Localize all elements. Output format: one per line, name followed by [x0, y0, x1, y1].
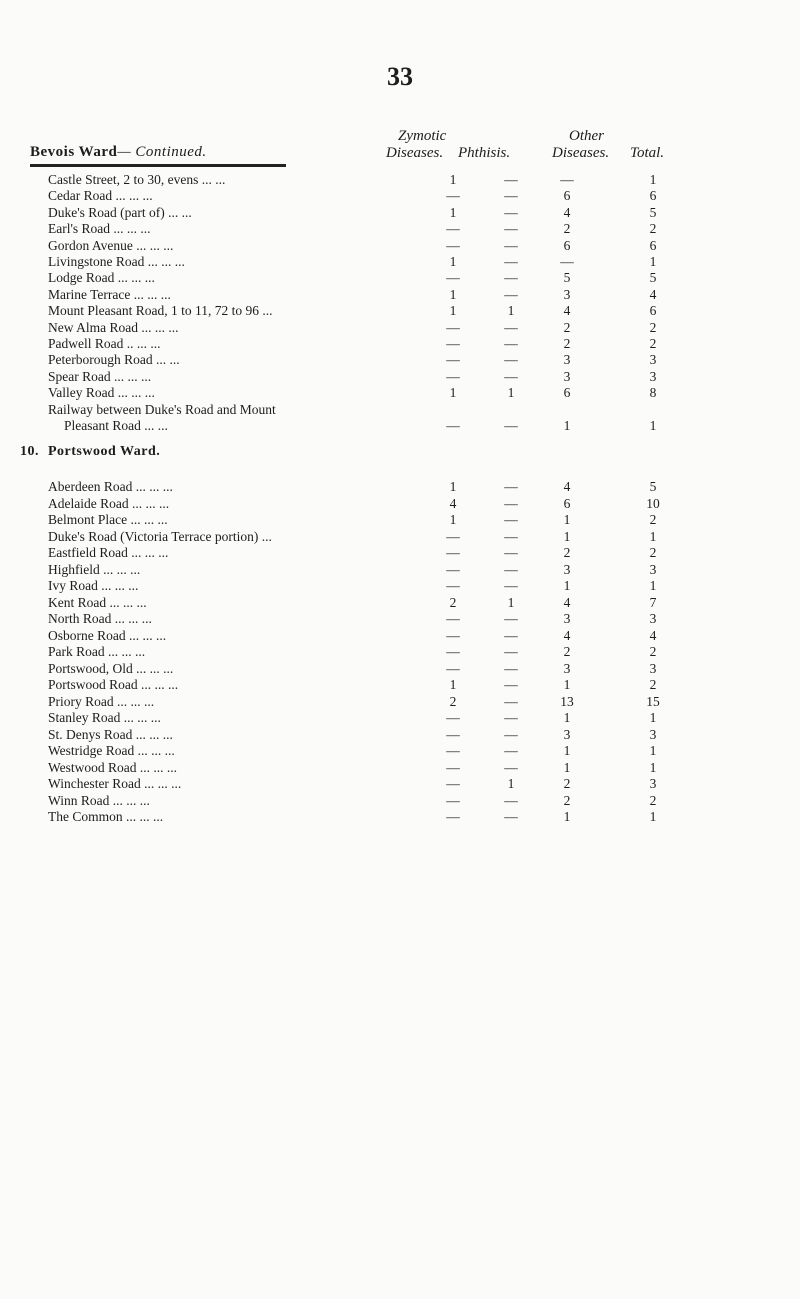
- other-header-top: Other: [569, 128, 604, 144]
- cell-other: 6: [563, 495, 571, 511]
- row-label: North Road ... ... ...: [48, 611, 152, 626]
- cell-total: 6: [649, 303, 657, 319]
- cell-total: 1: [649, 743, 657, 758]
- row-label: Duke's Road (part of) ... ...: [48, 204, 192, 220]
- row-label: Padwell Road .. ... ...: [48, 336, 161, 351]
- cell-other: 6: [563, 237, 571, 253]
- cell-zymotic: —: [446, 809, 460, 824]
- cell-phthisis: —: [504, 759, 518, 775]
- cell-zymotic: 1: [449, 479, 457, 494]
- table-row: [0, 352, 800, 368]
- table-row: [0, 809, 800, 825]
- row-label: Portswood Road ... ... ...: [48, 677, 179, 692]
- cell-total: 6: [649, 237, 657, 253]
- cell-phthisis: —: [504, 545, 518, 560]
- table-row: [0, 644, 800, 660]
- cell-total: 2: [649, 319, 657, 335]
- row-label: Aberdeen Road ... ... ...: [48, 479, 173, 494]
- row-label: Westridge Road ... ... ...: [48, 743, 175, 758]
- cell-zymotic: —: [446, 368, 460, 384]
- cell-other: 3: [563, 561, 571, 577]
- row-label: New Alma Road ... ... ...: [48, 319, 179, 335]
- zymotic-header-bottom: Diseases.: [386, 145, 444, 161]
- cell-other: 1: [563, 528, 571, 544]
- cell-phthisis: —: [504, 710, 518, 725]
- cell-phthisis: —: [504, 792, 518, 808]
- cell-zymotic: 1: [449, 204, 457, 220]
- cell-total: 6: [649, 188, 657, 204]
- row-label: Highfield ... ... ...: [48, 561, 141, 577]
- cell-total: 3: [649, 368, 657, 384]
- cell-total: 3: [649, 561, 657, 577]
- cell-zymotic: —: [446, 578, 460, 593]
- cell-total: 3: [649, 660, 657, 676]
- table-row: [0, 303, 800, 319]
- cell-zymotic: 1: [449, 172, 457, 187]
- cell-total: 2: [649, 512, 657, 527]
- cell-other: 13: [560, 693, 574, 709]
- table-row: [0, 479, 800, 495]
- row-label: Peterborough Road ... ...: [48, 352, 180, 368]
- cell-zymotic: —: [446, 776, 460, 791]
- table-row: [0, 677, 800, 693]
- cell-phthisis: —: [504, 726, 518, 742]
- row-label: Castle Street, 2 to 30, evens ... ...: [48, 172, 226, 187]
- cell-other: 3: [563, 660, 571, 676]
- cell-zymotic: —: [446, 221, 460, 237]
- cell-total: 5: [649, 270, 657, 286]
- cell-other: 1: [563, 759, 571, 775]
- cell-zymotic: —: [446, 188, 460, 204]
- cell-zymotic: 1: [449, 512, 457, 527]
- cell-total: 1: [649, 172, 657, 187]
- cell-zymotic: —: [446, 743, 460, 758]
- table-row: [0, 238, 800, 254]
- cell-total: 3: [649, 352, 657, 368]
- section-number: 10.: [20, 444, 39, 459]
- other-header-bottom: Diseases.: [552, 145, 610, 161]
- phthisis-header: Phthisis.: [458, 145, 511, 161]
- row-label: Osborne Road ... ... ...: [48, 627, 167, 643]
- row-label: Duke's Road (Victoria Terrace portion) ...: [48, 528, 272, 544]
- cell-total: 1: [649, 809, 657, 824]
- row-label: Livingstone Road ... ... ...: [48, 254, 185, 269]
- row-label: Portswood, Old ... ... ...: [48, 660, 174, 676]
- table-row: [0, 385, 800, 401]
- cell-zymotic: —: [446, 710, 460, 725]
- row-label: Cedar Road ... ... ...: [48, 188, 153, 204]
- table-row: [0, 611, 800, 627]
- cell-other: 1: [563, 418, 571, 433]
- cell-zymotic: —: [446, 352, 460, 368]
- cell-zymotic: 2: [449, 693, 457, 709]
- row-label: The Common ... ... ...: [48, 809, 164, 824]
- cell-total: 3: [649, 776, 657, 791]
- cell-other: 3: [563, 286, 571, 302]
- page-number: 33: [387, 62, 413, 91]
- cell-phthisis: 1: [507, 303, 515, 319]
- cell-phthisis: —: [504, 677, 518, 692]
- railway-label-line2: Pleasant Road ... ...: [64, 418, 168, 433]
- table-row: [0, 336, 800, 352]
- railway-row-cont: [0, 418, 800, 434]
- cell-total: 4: [649, 286, 657, 302]
- railway-row: [0, 402, 800, 418]
- cell-other: 4: [563, 594, 571, 610]
- cell-other: —: [560, 254, 574, 269]
- cell-zymotic: —: [446, 270, 460, 286]
- cell-zymotic: —: [446, 336, 460, 351]
- cell-total: 3: [649, 611, 657, 626]
- table-row: [0, 496, 800, 512]
- cell-other: 2: [563, 545, 571, 560]
- cell-phthisis: —: [504, 221, 518, 237]
- cell-other: 3: [563, 352, 571, 368]
- cell-phthisis: —: [504, 204, 518, 220]
- cell-other: 2: [563, 644, 571, 659]
- table-row: [0, 760, 800, 776]
- cell-phthisis: —: [504, 319, 518, 335]
- cell-total: 1: [649, 710, 657, 725]
- cell-total: 15: [646, 693, 660, 709]
- row-label: Park Road ... ... ...: [48, 644, 146, 659]
- table-row: [0, 562, 800, 578]
- cell-zymotic: —: [446, 792, 460, 808]
- cell-phthisis: —: [504, 286, 518, 302]
- cell-zymotic: —: [446, 545, 460, 560]
- cell-zymotic: 1: [449, 286, 457, 302]
- cell-zymotic: —: [446, 726, 460, 742]
- cell-total: 7: [649, 594, 657, 610]
- cell-phthisis: —: [504, 270, 518, 286]
- cell-phthisis: —: [504, 512, 518, 527]
- row-label: Lodge Road ... ... ...: [48, 270, 155, 286]
- row-label: Marine Terrace ... ... ...: [48, 286, 171, 302]
- cell-zymotic: —: [446, 319, 460, 335]
- cell-phthisis: —: [504, 528, 518, 544]
- table-row: [0, 710, 800, 726]
- cell-phthisis: —: [504, 368, 518, 384]
- cell-other: 2: [563, 336, 571, 351]
- heading-rule: [30, 164, 286, 167]
- cell-total: 2: [649, 792, 657, 808]
- cell-phthisis: —: [504, 660, 518, 676]
- row-label: Valley Road ... ... ...: [48, 385, 155, 401]
- cell-phthisis: —: [504, 495, 518, 511]
- cell-other: 3: [563, 368, 571, 384]
- row-label: Spear Road ... ... ...: [48, 368, 152, 384]
- cell-other: 1: [563, 743, 571, 758]
- table-row: [0, 320, 800, 336]
- row-label: Eastfield Road ... ... ...: [48, 545, 169, 560]
- cell-phthisis: 1: [507, 594, 515, 610]
- row-label: Mount Pleasant Road, 1 to 11, 72 to 96 ...: [48, 303, 273, 319]
- cell-other: 1: [563, 578, 571, 593]
- cell-total: 2: [649, 545, 657, 560]
- cell-other: 2: [563, 792, 571, 808]
- table-row: [0, 270, 800, 286]
- table-row: [0, 578, 800, 594]
- cell-other: 1: [563, 512, 571, 527]
- cell-total: 5: [649, 479, 657, 494]
- table-row: [0, 743, 800, 759]
- bevois-ward-heading: [30, 144, 207, 161]
- portswood-ward-title: Portswood Ward.: [48, 444, 161, 459]
- total-header: Total.: [630, 145, 665, 161]
- table-row: [0, 287, 800, 303]
- row-label: Adelaide Road ... ... ...: [48, 495, 170, 511]
- cell-total: 10: [646, 495, 660, 511]
- row-label: Gordon Avenue ... ... ...: [48, 237, 174, 253]
- row-label: Belmont Place ... ... ...: [48, 512, 168, 527]
- cell-phthisis: —: [504, 627, 518, 643]
- cell-zymotic: 1: [449, 303, 457, 319]
- cell-phthisis: —: [504, 644, 518, 659]
- table-row: [0, 661, 800, 677]
- cell-phthisis: —: [504, 693, 518, 709]
- cell-phthisis: 1: [507, 776, 515, 791]
- cell-phthisis: —: [504, 418, 518, 433]
- cell-zymotic: 1: [449, 254, 457, 269]
- cell-other: 2: [563, 776, 571, 791]
- cell-total: 1: [649, 578, 657, 593]
- cell-zymotic: —: [446, 627, 460, 643]
- cell-total: 8: [649, 385, 657, 401]
- table-row: [0, 172, 800, 188]
- table-row: [0, 793, 800, 809]
- cell-phthisis: —: [504, 561, 518, 577]
- cell-other: 4: [563, 303, 571, 319]
- cell-other: 4: [563, 627, 571, 643]
- cell-zymotic: —: [446, 660, 460, 676]
- cell-phthisis: —: [504, 336, 518, 351]
- table-row: [0, 628, 800, 644]
- table-row: [0, 595, 800, 611]
- cell-other: 1: [563, 677, 571, 692]
- cell-zymotic: —: [446, 528, 460, 544]
- cell-zymotic: —: [446, 237, 460, 253]
- row-label: Winn Road ... ... ...: [48, 792, 150, 808]
- row-label: Kent Road ... ... ...: [48, 594, 147, 610]
- cell-zymotic: 2: [449, 594, 457, 610]
- cell-other: 1: [563, 710, 571, 725]
- cell-other: —: [560, 172, 574, 187]
- cell-zymotic: —: [446, 561, 460, 577]
- cell-zymotic: 1: [449, 677, 457, 692]
- table-row: [0, 254, 800, 270]
- zymotic-header-top: Zymotic: [398, 128, 447, 144]
- row-label: Earl's Road ... ... ...: [48, 221, 151, 237]
- table-row: [0, 512, 800, 528]
- cell-zymotic: —: [446, 759, 460, 775]
- table-row: [0, 694, 800, 710]
- cell-phthisis: 1: [507, 385, 515, 401]
- row-label: Stanley Road ... ... ...: [48, 710, 161, 725]
- row-label: Westwood Road ... ... ...: [48, 759, 178, 775]
- cell-total: 1: [649, 418, 657, 433]
- row-label: Priory Road ... ... ...: [48, 693, 155, 709]
- cell-phthisis: —: [504, 809, 518, 824]
- table-row: [0, 727, 800, 743]
- cell-phthisis: —: [504, 254, 518, 269]
- cell-phthisis: —: [504, 611, 518, 626]
- cell-total: 2: [649, 221, 657, 237]
- cell-phthisis: —: [504, 188, 518, 204]
- cell-total: 4: [649, 627, 657, 643]
- cell-phthisis: —: [504, 172, 518, 187]
- cell-phthisis: —: [504, 237, 518, 253]
- cell-other: 6: [563, 188, 571, 204]
- row-label: Ivy Road ... ... ...: [48, 578, 139, 593]
- cell-other: 1: [563, 809, 571, 824]
- bevois-ward-title: Bevois Ward: [30, 144, 118, 160]
- cell-phthisis: —: [504, 352, 518, 368]
- cell-total: 3: [649, 726, 657, 742]
- row-label: St. Denys Road ... ... ...: [48, 726, 173, 742]
- table-row: [0, 545, 800, 561]
- cell-zymotic: —: [446, 644, 460, 659]
- cell-zymotic: 4: [449, 495, 457, 511]
- cell-total: 2: [649, 677, 657, 692]
- cell-total: 2: [649, 644, 657, 659]
- table-row: [0, 205, 800, 221]
- table-row: [0, 529, 800, 545]
- cell-other: 3: [563, 726, 571, 742]
- continued-label: — Continued.: [117, 144, 207, 160]
- table-row: [0, 221, 800, 237]
- cell-total: 2: [649, 336, 657, 351]
- cell-total: 5: [649, 204, 657, 220]
- table-row: [0, 776, 800, 792]
- cell-zymotic: —: [446, 611, 460, 626]
- portswood-ward-heading: [20, 444, 160, 460]
- cell-total: 1: [649, 528, 657, 544]
- cell-zymotic: —: [446, 418, 460, 433]
- railway-label-line1: Railway between Duke's Road and Mount: [48, 402, 276, 417]
- cell-other: 4: [563, 204, 571, 220]
- cell-phthisis: —: [504, 479, 518, 494]
- cell-zymotic: 1: [449, 385, 457, 401]
- cell-phthisis: —: [504, 578, 518, 593]
- cell-other: 4: [563, 479, 571, 494]
- cell-other: 2: [563, 319, 571, 335]
- table-row: [0, 369, 800, 385]
- cell-phthisis: —: [504, 743, 518, 758]
- cell-other: 2: [563, 221, 571, 237]
- cell-other: 6: [563, 385, 571, 401]
- cell-total: 1: [649, 759, 657, 775]
- row-label: Winchester Road ... ... ...: [48, 776, 182, 791]
- cell-total: 1: [649, 254, 657, 269]
- cell-other: 3: [563, 611, 571, 626]
- table-row: [0, 188, 800, 204]
- cell-other: 5: [563, 270, 571, 286]
